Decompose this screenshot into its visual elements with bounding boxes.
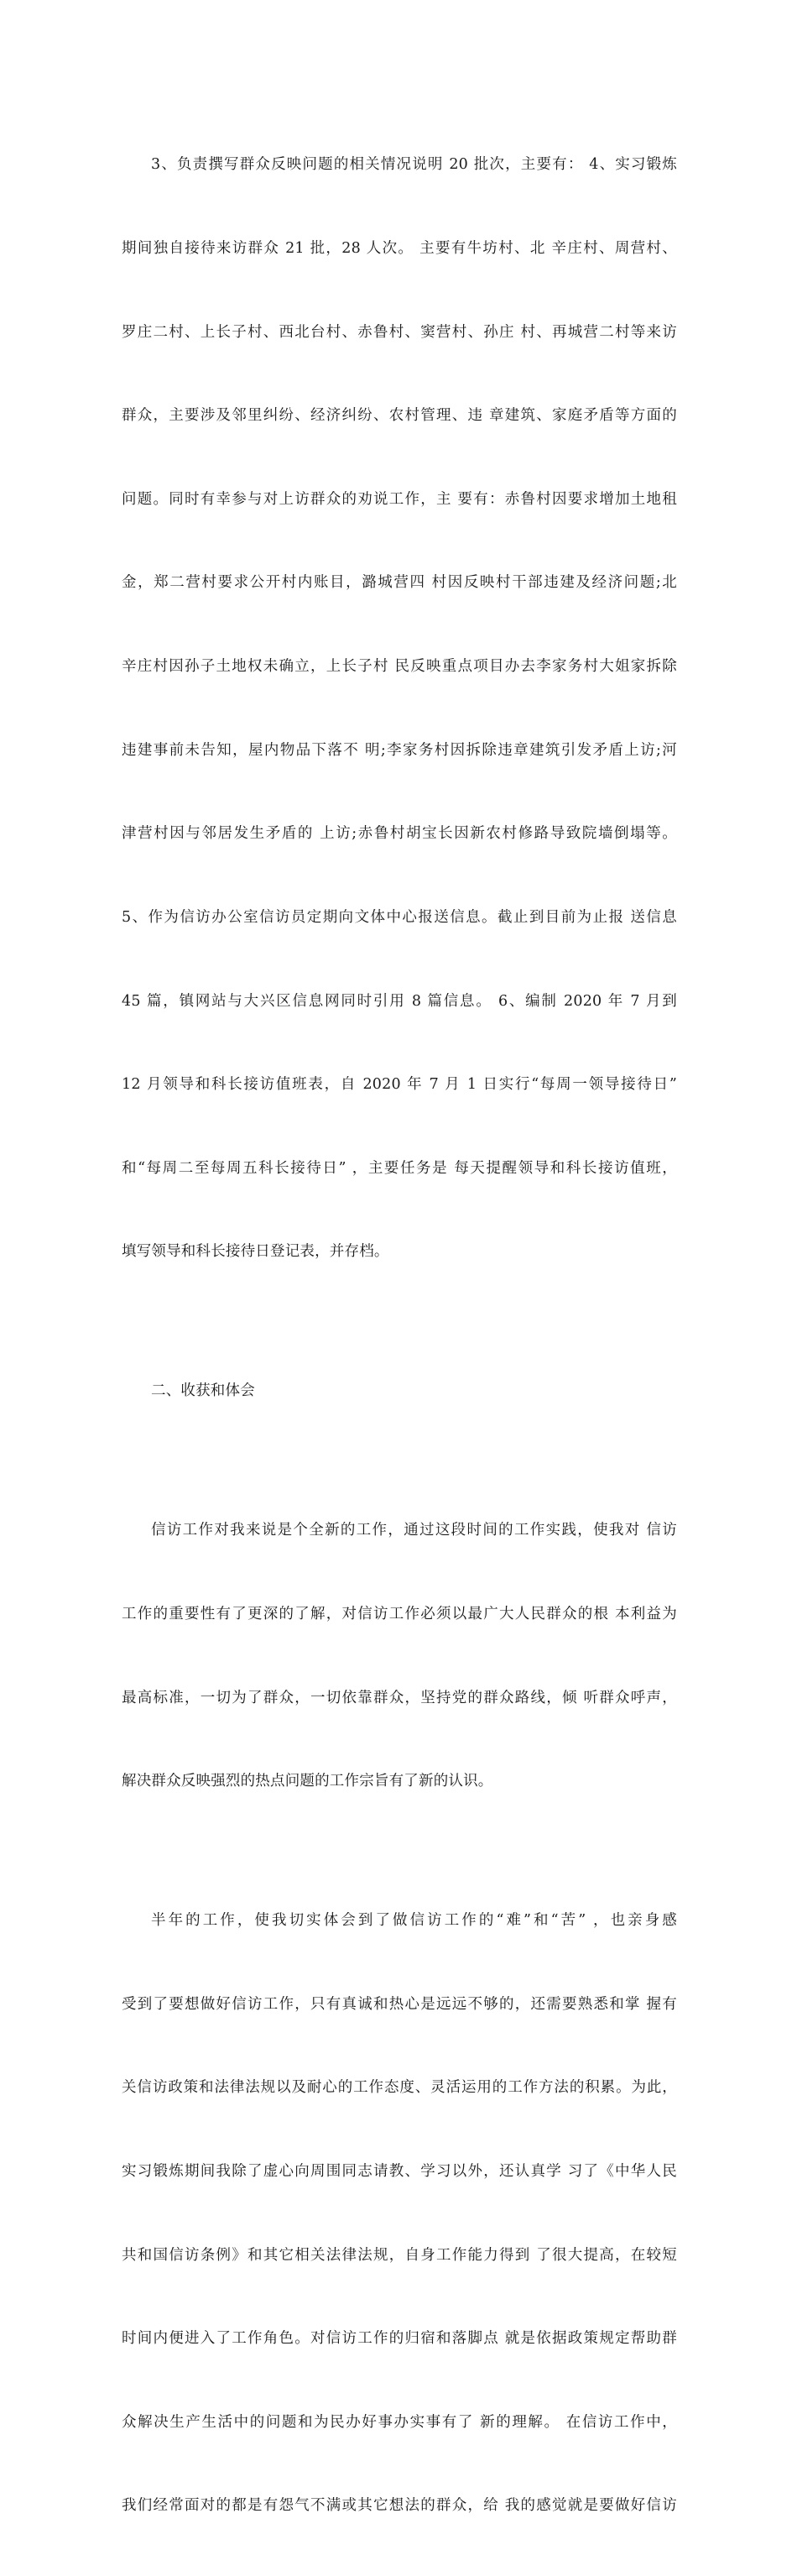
text-line: 关信访政策和法律法规以及耐心的工作态度、灵活运用的工作方法的积累。为此，	[122, 2079, 677, 2097]
text-line: 12 月领导和科长接访值班表，自 2020 年 7 月 1 日实行“每周一领导接待日”	[122, 1076, 677, 1094]
text-line: 信访工作对我来说是个全新的工作，通过这段时间的工作实践，使我对 信访	[151, 1522, 677, 1539]
text-line: 罗庄二村、上长子村、西北台村、赤鲁村、窦营村、孙庄 村、再城营二村等来访	[122, 323, 677, 341]
text-line: 群众，主要涉及邻里纠纷、经济纠纷、农村管理、违 章建筑、家庭矛盾等方面的	[122, 407, 677, 425]
text-line: 最高标准，一切为了群众，一切依靠群众，坚持党的群众路线，倾 听群众呼声，	[122, 1689, 677, 1706]
text-line: 解决群众反映强烈的热点问题的工作宗旨有了新的认识。	[122, 1773, 493, 1790]
text-line: 时间内便进入了工作角色。对信访工作的归宿和落脚点 就是依据政策规定帮助群	[122, 2330, 677, 2348]
section-heading	[122, 1322, 677, 1461]
text-line: 共和国信访条例》和其它相关法律法规，自身工作能力得到 了很大提高，在较短	[122, 2246, 677, 2264]
text-line: 45 篇，镇网站与大兴区信息网同时引用 8 篇信息。 6、编制 2020 年 7 月到	[122, 992, 677, 1010]
text-line: 辛庄村因孙子土地权未确立，上长子村 民反映重点项目办去李家务村大姐家拆除	[122, 658, 677, 676]
text-line: 3、负责撰写群众反映问题的相关情况说明 20 批次，主要有： 4、实习锻炼	[151, 156, 677, 174]
paragraph-understanding	[122, 1461, 677, 1852]
text-line: 受到了要想做好信访工作，只有真诚和热心是远远不够的，还需要熟悉和掌 握有	[122, 1995, 677, 2013]
text-line: 填写领导和科长接待日登记表，并存档。	[122, 1243, 389, 1261]
text-line: 和“每周二至每周五科长接待日” ，主要任务是 每天提醒领导和科长接访值班，	[122, 1159, 677, 1177]
text-line: 违建事前未告知，屋内物品下落不 明;李家务村因拆除违章建筑引发矛盾上访;河	[122, 741, 677, 759]
heading-harvest: 二、收获和体会	[151, 1382, 255, 1400]
text-line: 津营村因与邻居发生矛盾的 上访;赤鲁村胡宝长因新农村修路导致院墙倒塌等。	[122, 825, 677, 843]
text-line: 半年的工作，使我切实体会到了做信访工作的“难”和“苦” ，也亲身感	[151, 1912, 677, 1930]
text-line: 众解决生产生活中的问题和为民办好事办实事有了 新的理解。 在信访工作中，	[122, 2413, 677, 2431]
text-line: 实习锻炼期间我除了虚心向周围同志请教、学习以外，还认真学 习了《中华人民	[122, 2163, 677, 2181]
text-line: 我们经常面对的都是有怨气不满或其它想法的群众，给 我的感觉就是要做好信访	[122, 2497, 677, 2515]
text-line: 工作的重要性有了更深的了解，对信访工作必须以最广大人民群众的根 本利益为	[122, 1605, 677, 1622]
text-line: 期间独自接待来访群众 21 批，28 人次。 主要有牛坊村、北 辛庄村、周营村、	[122, 240, 677, 258]
text-line: 5、作为信访办公室信访员定期向文体中心报送信息。截止到目前为止报 送信息	[122, 908, 677, 926]
paragraph-tasks	[122, 96, 677, 1322]
text-line: 问题。同时有幸参与对上访群众的劝说工作，主 要有：赤鲁村因要求增加土地租	[122, 490, 677, 508]
document-body	[122, 96, 677, 2576]
paragraph-experience	[122, 1852, 677, 2576]
text-line: 金，郑二营村要求公开村内账目，潞城营四 村因反映村干部违建及经济问题;北	[122, 574, 677, 592]
